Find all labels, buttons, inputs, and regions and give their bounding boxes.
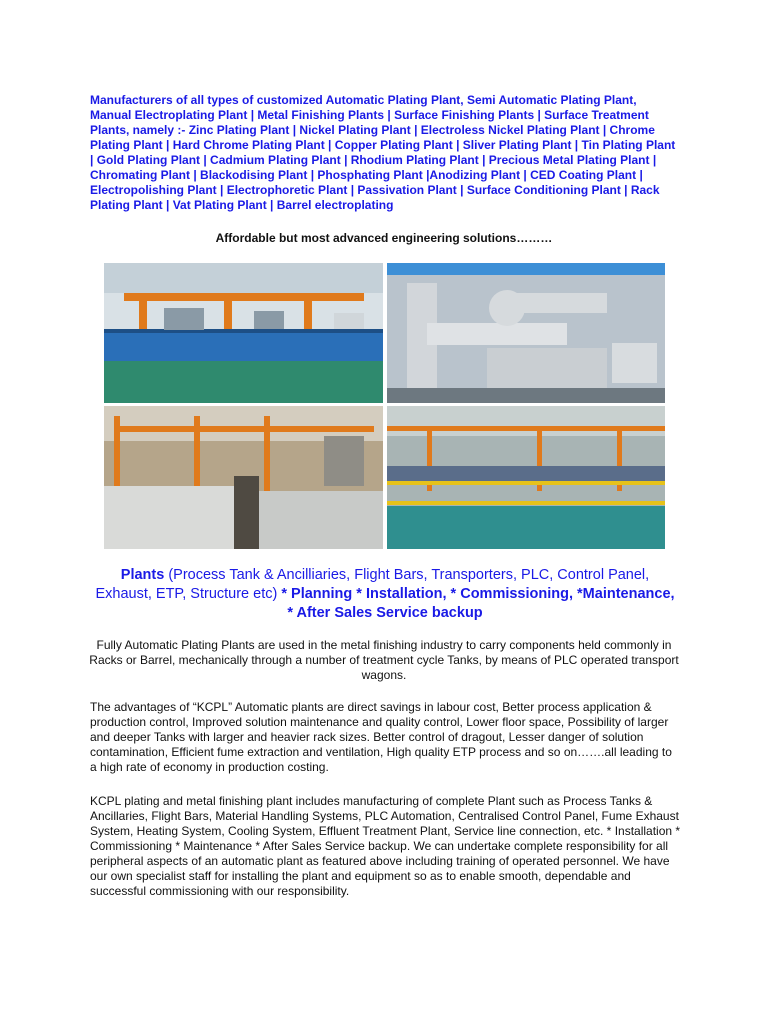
header-product-links: Manufacturers of all types of customized Automatic Plating Plant, Semi Automatic Plating Plant, Manual Electroplating Plant | Metal Finishing Plants | Surface Finishing Plants | Surface Treatment Plants, namely :- Zinc Plating Plant | Nickel Plating Plant | Electroless Nickel Plating Plant | Chrome Plating Plant | Hard Chrome Plating Plant | Copper Plating Plant | Sliver Plating Plant | Tin Plating Plant | Gold Plating Plant | Cadmium Plating Plant | Rhodium Plating Plant | Precious Metal Plating Plant | Chromating Plant | Blackodising Plant | Phosphating Plant |Anodizing Plant | CED Coating Plant | Electropolishing Plant | Electrophoretic Plant | Passivation Plant | Surface Conditioning Plant | Rack Plating Plant | Vat Plating Plant | Barrel electroplating xyxy=(90,93,676,212)
intro-paragraph: Fully Automatic Plating Plants are used in the metal finishing industry to carry components held commonly in Racks or Barrel, mechanically through a number of treatment cycle Tanks, by means of PLC operated transport wagons. xyxy=(89,638,679,682)
fume-exhaust-image xyxy=(387,263,665,403)
plants-heading-services: * Planning * Installation, * Commissioning, *Maintenance, * After Sales Service backup xyxy=(281,586,675,621)
plating-line-photo-2 xyxy=(387,406,665,549)
advantages-paragraph: The advantages of “KCPL” Automatic plants are direct savings in labour cost, Better process application & production control, Improved solution maintenance and quality control, Lower floor space, Possibility of larger and deeper Tanks with larger and heavier rack sizes. Better control of dragout, Lesser danger of solution contamination, Efficient fume extraction and ventilation, High quality ETP process and so on…….all leading to a high rate of economy in production costing. xyxy=(90,700,672,774)
tank-hall-image xyxy=(104,406,383,549)
plants-heading xyxy=(95,566,675,623)
scope-paragraph: KCPL plating and metal finishing plant includes manufacturing of complete Plant such as Process Tanks & Ancillaries, Flight Bars, Material Handling Systems, PLC Automation, Centralised Control Panel, Fume Exhaust System, Heating System, Cooling System, Effluent Treatment Plant, Service line connection, etc. * Installation * Commissioning * Maintenance * After Sales Service backup. We can undertake complete responsibility for all peripheral aspects of an automatic plant as featured above including training of operated personnel. We have our own specialist staff for installing the plant and equipment so as to enable smooth, dependable and successful commissioning with our responsibility. xyxy=(90,794,681,898)
fume-exhaust-photo xyxy=(387,263,665,403)
plating-line-image-1 xyxy=(104,263,383,403)
plating-line-image-2 xyxy=(387,406,665,549)
plating-line-photo-1 xyxy=(104,263,383,403)
plants-heading-scope: (Process Tank & Ancilliaries, Flight Bars, Transporters, PLC, Control Panel, Exhaust, ETP, Structure etc) xyxy=(95,567,650,602)
plants-heading-lead: Plants xyxy=(120,567,165,583)
tank-hall-photo xyxy=(104,406,383,549)
tagline: Affordable but most advanced engineering solutions……… xyxy=(215,231,553,245)
